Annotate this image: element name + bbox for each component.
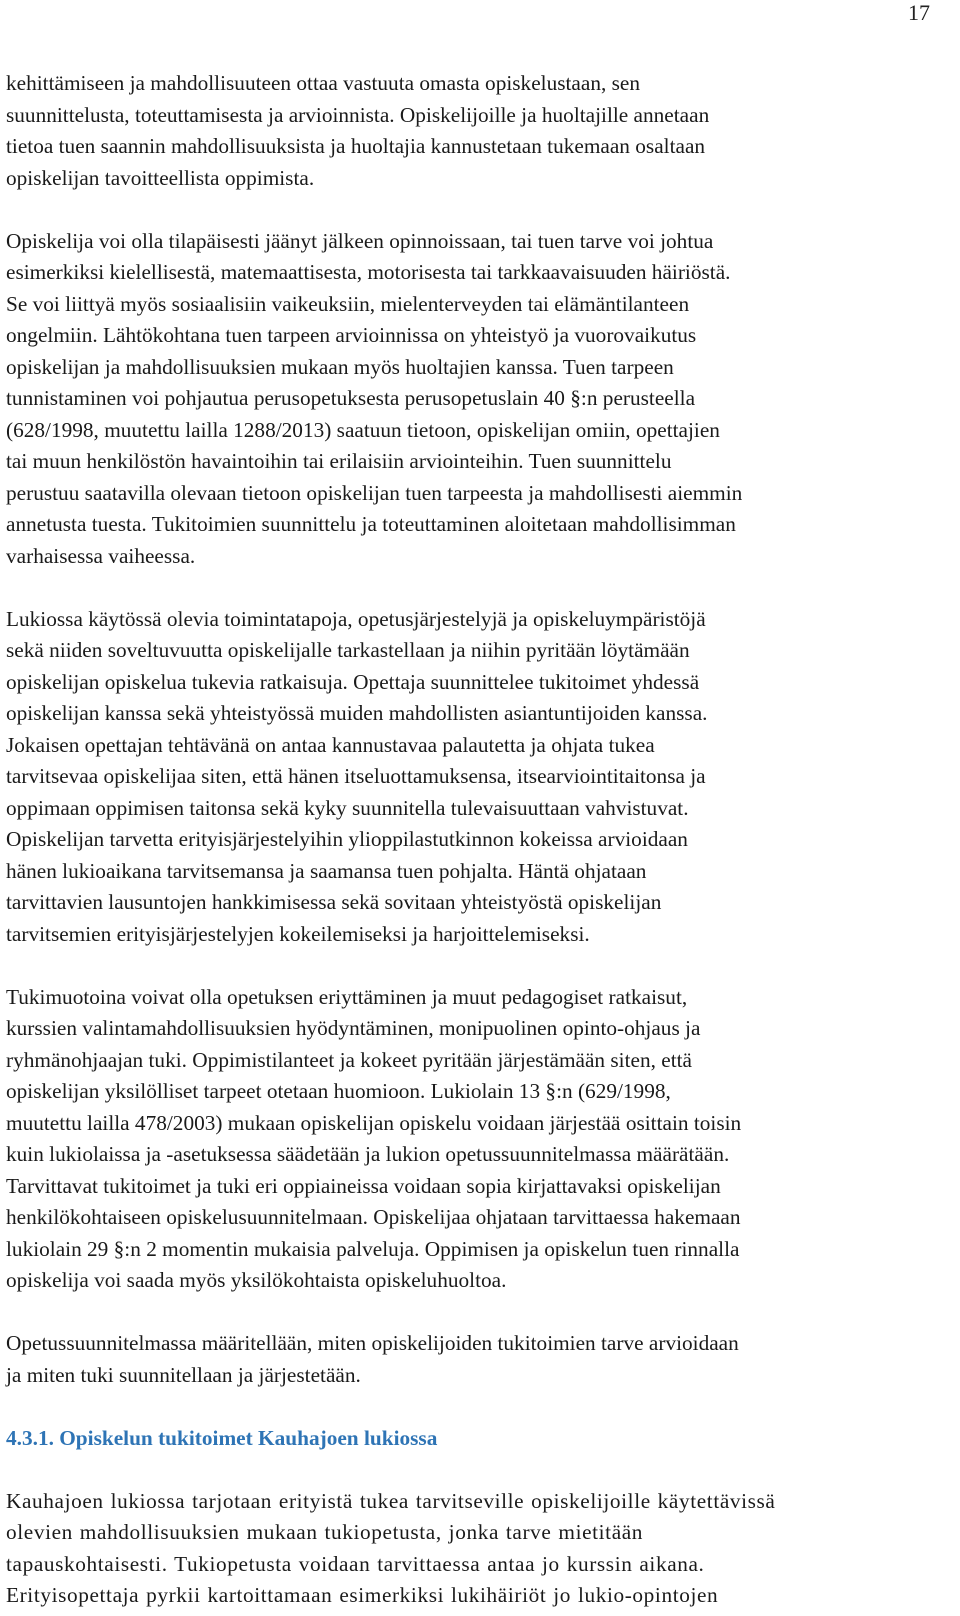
text-line: ja miten tuki suunnitellaan ja järjestetään. (6, 1362, 361, 1387)
text-line: olevien mahdollisuuksien mukaan tukiopetusta, jonka tarve mietitään (6, 1520, 644, 1544)
section-heading: 4.3.1. Opiskelun tukitoimet Kauhajoen lukiossa (6, 1425, 438, 1450)
paragraph-spacer (6, 194, 946, 226)
text-line: Tukimuotoina voivat olla opetuksen eriyttäminen ja muut pedagogiset ratkaisut, (6, 984, 688, 1009)
text-line: Se voi liittyä myös sosiaalisiin vaikeuksiin, mielenterveyden tai elämäntilanteen (6, 291, 690, 316)
text-line: opiskelijan opiskelua tukevia ratkaisuja. Opettaja suunnittelee tukitoimet yhdessä (6, 669, 700, 694)
text-line: tarvitsevaa opiskelijaa siten, että hänen itseluottamuksensa, itsearviointitaitonsa ja (6, 764, 706, 788)
paragraph-spacer (6, 1297, 946, 1329)
text-line: tietoa tuen saannin mahdollisuuksista ja huoltajia kannustetaan tukemaan osaltaan (6, 134, 706, 158)
text-line: ryhmänohjaajan tuki. Oppimistilanteet ja kokeet pyritään järjestämään siten, että (6, 1047, 693, 1072)
paragraph-3 (6, 604, 946, 951)
text-line: opiskelijan tavoitteellista oppimista. (6, 165, 315, 190)
text-line: annetusta tuesta. Tukitoimien suunnittelu ja toteuttaminen aloitetaan mahdollisimman (6, 512, 736, 536)
text-line: kuin lukiolaissa ja -asetuksessa säädetään ja lukion opetussuunnitelmassa määrätään. (6, 1142, 730, 1166)
paragraph-spacer (6, 1454, 946, 1486)
text-line: Opiskelija voi olla tilapäisesti jäänyt jälkeen opinnoissaan, tai tuen tarve voi johtua (6, 228, 714, 253)
text-line: sekä niiden soveltuvuutta opiskelijalle tarkastellaan ja niihin pyritään löytämään (6, 638, 690, 662)
text-line: opiskelijan yksilölliset tarpeet otetaan huomioon. Lukiolain 13 §:n (629/1998, (6, 1079, 671, 1103)
text-line: tapauskohtaisesti. Tukiopetusta voidaan tarvittaessa antaa jo kurssin aikana. (6, 1551, 705, 1576)
text-line: hänen lukioaikana tarvitsemansa ja saamansa tuen pohjalta. Häntä ohjataan (6, 858, 647, 883)
text-line: kehittämiseen ja mahdollisuuteen ottaa vastuuta omasta opiskelustaan, sen (6, 71, 641, 95)
paragraph-2 (6, 226, 946, 573)
paragraph-4 (6, 982, 946, 1297)
text-line: henkilökohtaiseen opiskelusuunnitelmaan. Opiskelijaa ohjataan tarvittaessa hakemaan (6, 1205, 741, 1229)
text-line: Lukiossa käytössä olevia toimintatapoja, opetusjärjestelyjä ja opiskeluympäristöjä (6, 606, 706, 631)
text-line: tunnistaminen voi pohjautua perusopetuksesta perusopetuslain 40 §:n perusteella (6, 386, 696, 410)
text-line: tai muun henkilöstön havaintoihin tai erilaisiin arviointeihin. Tuen suunnittelu (6, 449, 672, 473)
text-line: ongelmiin. Lähtökohtana tuen tarpeen arvioinnissa on yhteistyö ja vuorovaikutus (6, 323, 697, 347)
text-line: Erityisopettaja pyrkii kartoittamaan esimerkiksi lukihäiriöt jo lukio-opintojen (6, 1583, 719, 1607)
text-line: (628/1998, muutettu lailla 1288/2013) saatuun tietoon, opiskelijan omiin, opettajien (6, 417, 720, 442)
text-line: opiskelijan ja mahdollisuuksien mukaan myös huoltajien kanssa. Tuen tarpeen (6, 354, 674, 379)
text-line: muutettu lailla 478/2003) mukaan opiskelijan opiskelu voidaan järjestää osittain toisin (6, 1110, 742, 1135)
paragraph-1 (6, 68, 946, 194)
text-line: opiskelija voi saada myös yksilökohtaista opiskeluhuoltoa. (6, 1268, 507, 1292)
text-line: suunnittelusta, toteuttamisesta ja arvioinnista. Opiskelijoille ja huoltajille annetaan (6, 102, 710, 127)
text-line: perustuu saatavilla olevaan tietoon opiskelijan tuen tarpeesta ja mahdollisesti aiemmin (6, 480, 743, 505)
paragraph-spacer (6, 950, 946, 982)
text-line: opiskelijan kanssa sekä yhteistyössä muiden mahdollisten asiantuntijoiden kanssa. (6, 701, 708, 725)
text-line: Tarvittavat tukitoimet ja tuki eri oppiaineissa voidaan sopia kirjattavaksi opiskelijan (6, 1173, 721, 1198)
text-line: tarvitsemien erityisjärjestelyjen kokeilemiseksi ja harjoittelemiseksi. (6, 921, 590, 946)
paragraph-6 (6, 1486, 946, 1612)
text-line: Opiskelijan tarvetta erityisjärjestelyihin ylioppilastutkinnon kokeissa arvioidaan (6, 827, 688, 851)
text-line: Jokaisen opettajan tehtävänä on antaa kannustavaa palautetta ja ohjata tukea (6, 732, 655, 757)
paragraph-spacer (6, 1391, 946, 1423)
paragraph-spacer (6, 572, 946, 604)
text-line: kurssien valintamahdollisuuksien hyödyntäminen, monipuolinen opinto-ohjaus ja (6, 1016, 701, 1040)
text-line: esimerkiksi kielellisestä, matemaattisesta, motorisesta tai tarkkaavaisuuden häiriöstä. (6, 260, 731, 284)
text-line: tarvittavien lausuntojen hankkimisessa sekä sovitaan yhteistyöstä opiskelijan (6, 890, 662, 914)
text-line: lukiolain 29 §:n 2 momentin mukaisia palveluja. Oppimisen ja opiskelun tuen rinnalla (6, 1236, 740, 1261)
text-line: Kauhajoen lukiossa tarjotaan erityistä tukea tarvitseville opiskelijoille käytettävissä (6, 1488, 776, 1513)
page-number: 17 (908, 0, 930, 25)
text-line: varhaisessa vaiheessa. (6, 543, 196, 568)
document-body (6, 68, 946, 1612)
text-line: Opetussuunnitelmassa määritellään, miten opiskelijoiden tukitoimien tarve arvioidaan (6, 1331, 739, 1355)
paragraph-5 (6, 1328, 946, 1391)
text-line: oppimaan oppimisen taitonsa sekä kyky suunnitella tulevaisuuttaan vahvistuvat. (6, 795, 689, 820)
